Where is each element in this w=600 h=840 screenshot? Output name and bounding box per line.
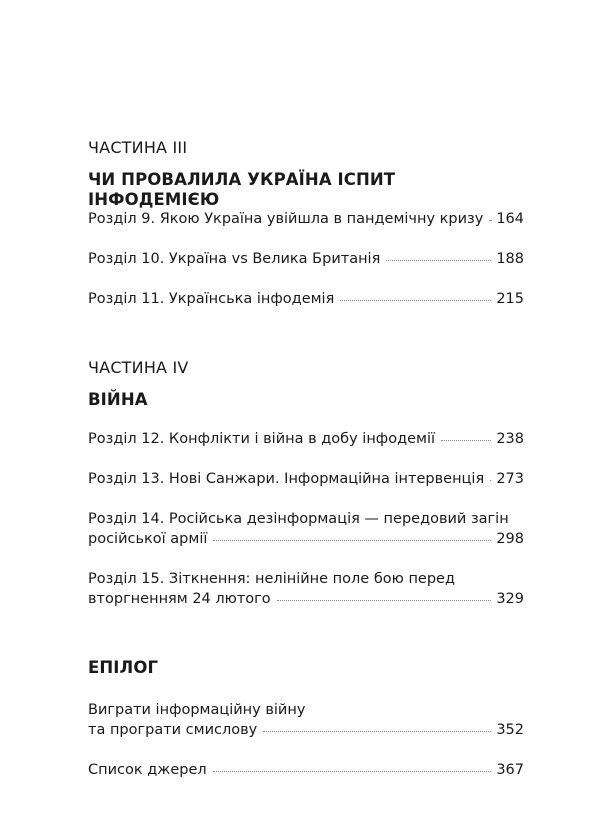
part-title: ВІЙНА (88, 390, 148, 409)
entry-title-line1: Розділ 14. Російська дезінформація — передовий загін (88, 511, 509, 527)
entry-title: Список джерел (88, 762, 207, 778)
dot-leader (213, 770, 492, 772)
page-number: 273 (496, 471, 524, 487)
page-number: 298 (496, 531, 524, 547)
entry-title: Розділ 10. Україна vs Велика Британія (88, 251, 381, 267)
entry-title: вторгненням 24 лютого (88, 591, 271, 607)
entry-title: російської армії (88, 531, 208, 547)
page-number: 215 (496, 291, 524, 307)
toc-entry[interactable] (88, 509, 524, 549)
toc-entry[interactable] (88, 209, 524, 229)
entry-title: Розділ 9. Якою Україна увійшла в пандемічну кризу (88, 211, 484, 227)
entry-title: Розділ 11. Українська інфодемія (88, 291, 335, 307)
toc-entry[interactable] (88, 700, 524, 740)
page-number: 329 (496, 591, 524, 607)
page-number: 188 (496, 251, 524, 267)
part-label: ЧАСТИНА III (88, 138, 188, 157)
page-number: 367 (496, 762, 524, 778)
page-number: 352 (496, 722, 524, 738)
entry-title: Розділ 13. Нові Санжари. Інформаційна інтервенція (88, 471, 485, 487)
entry-title-line1: Розділ 15. Зіткнення: нелінійне поле бою перед (88, 571, 456, 587)
part-label: ЧАСТИНА IV (88, 358, 189, 377)
part-title: ЧИ ПРОВАЛИЛА УКРАЇНА ІСПИТ ІНФОДЕМІЄЮ (88, 170, 396, 209)
part-4 (88, 358, 524, 607)
entry-title-line1: Виграти інформаційну війну (88, 702, 306, 718)
entry-title: та програти смислову (88, 722, 258, 738)
dot-leader (441, 439, 491, 441)
part-title: ЕПІЛОГ (88, 658, 159, 677)
dot-leader (489, 219, 491, 221)
part-3 (88, 138, 524, 307)
dot-leader (213, 539, 491, 541)
dot-leader (277, 599, 492, 601)
page-number: 238 (496, 431, 524, 447)
toc-entry[interactable] (88, 569, 524, 609)
dot-leader (386, 259, 491, 261)
dot-leader (340, 299, 491, 301)
toc-entry[interactable] (88, 289, 524, 309)
entry-title: Розділ 12. Конфлікти і війна в добу інфодемії (88, 431, 436, 447)
toc-entry[interactable] (88, 429, 524, 449)
epilogue (88, 658, 524, 778)
toc-entry[interactable] (88, 469, 524, 489)
page-number: 164 (496, 211, 524, 227)
dot-leader (263, 730, 491, 732)
toc-entry[interactable] (88, 760, 524, 780)
dot-leader (490, 479, 491, 481)
toc-entry[interactable] (88, 249, 524, 269)
